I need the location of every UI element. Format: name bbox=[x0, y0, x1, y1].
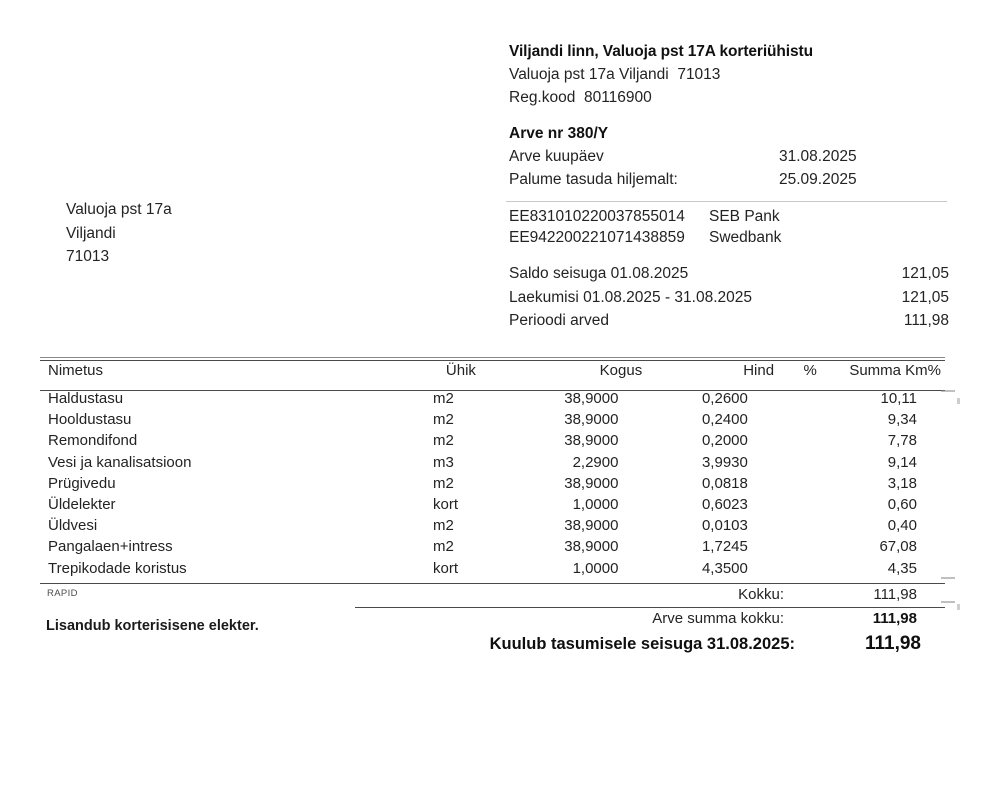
header-qty: Kogus bbox=[599, 362, 643, 379]
table-header-row bbox=[40, 362, 945, 390]
table-row bbox=[40, 538, 945, 559]
cell-price: 4,3500 bbox=[701, 559, 748, 577]
total-kokku-label: Kokku: bbox=[738, 586, 784, 603]
cell-name: Haldustasu bbox=[48, 390, 124, 407]
rapid-watermark: RAPID bbox=[47, 588, 78, 599]
invoice-date-label: Arve kuupäev bbox=[509, 148, 604, 165]
recipient-postcode: 71013 bbox=[66, 248, 110, 265]
cell-unit: m2 bbox=[433, 390, 454, 407]
balance-amount: 111,98 bbox=[903, 312, 949, 329]
bank-name: Swedbank bbox=[709, 229, 782, 246]
balance-label: Saldo seisuga 01.08.2025 bbox=[509, 265, 689, 282]
scan-artifact bbox=[941, 577, 955, 579]
total-kokku-row bbox=[355, 586, 945, 603]
table-row bbox=[40, 475, 945, 496]
table-row bbox=[40, 411, 945, 432]
issuer-reg-code: Reg.kood 80116900 bbox=[509, 89, 652, 106]
cell-name: Üldelekter bbox=[48, 495, 116, 513]
scan-artifact bbox=[941, 390, 955, 392]
cell-unit: m2 bbox=[433, 432, 454, 450]
table-row bbox=[40, 390, 945, 411]
balance-label: Laekumisi 01.08.2025 - 31.08.2025 bbox=[509, 288, 753, 306]
cell-price: 0,2000 bbox=[701, 432, 748, 450]
bank-iban: EE831010220037855014 bbox=[509, 208, 685, 225]
cell-price: 3,9930 bbox=[701, 453, 748, 471]
scan-artifact bbox=[941, 601, 955, 603]
invoice-due-label: Palume tasuda hiljemalt: bbox=[509, 171, 678, 188]
cell-sum: 4,35 bbox=[887, 559, 917, 577]
cell-unit: m2 bbox=[433, 517, 454, 535]
recipient-city: Viljandi bbox=[66, 224, 116, 242]
table-row bbox=[40, 496, 945, 517]
total-invoice-value: 111,98 bbox=[872, 610, 917, 627]
total-invoice-row bbox=[355, 610, 945, 627]
cell-name: Remondifond bbox=[48, 432, 138, 450]
cell-unit: m2 bbox=[433, 474, 454, 492]
invoice-due-value: 25.09.2025 bbox=[779, 171, 857, 188]
cell-sum: 0,60 bbox=[887, 495, 917, 513]
cell-sum: 10,11 bbox=[880, 390, 917, 407]
cell-qty: 38,9000 bbox=[564, 432, 619, 450]
cell-name: Hooldustasu bbox=[48, 411, 132, 429]
total-payable-label: Kuulub tasumisele seisuga 31.08.2025: bbox=[489, 635, 795, 653]
cell-price: 0,0818 bbox=[701, 474, 748, 492]
table-body-rule bbox=[40, 583, 945, 584]
balance-amount: 121,05 bbox=[901, 288, 949, 306]
balance-row bbox=[509, 309, 949, 333]
total-invoice-label: Arve summa kokku: bbox=[652, 610, 784, 627]
cell-qty: 38,9000 bbox=[564, 538, 619, 556]
table-top-rule-inner bbox=[40, 360, 945, 361]
table-row bbox=[40, 517, 945, 538]
table-row bbox=[40, 432, 945, 453]
recipient-block bbox=[66, 198, 346, 269]
cell-qty: 2,2900 bbox=[572, 453, 619, 471]
invoice-due-row bbox=[509, 168, 949, 191]
bank-divider bbox=[506, 201, 947, 202]
bank-row bbox=[509, 206, 949, 227]
invoice-date-value: 31.08.2025 bbox=[779, 148, 857, 165]
bank-accounts-block bbox=[509, 206, 949, 248]
issuer-block bbox=[509, 40, 949, 109]
scan-artifact bbox=[957, 398, 960, 404]
footer-note: Lisandub korterisisene elekter. bbox=[46, 618, 259, 634]
issuer-address: Valuoja pst 17a Viljandi 71013 bbox=[509, 66, 721, 83]
header-pct: % bbox=[803, 362, 817, 379]
cell-sum: 0,40 bbox=[887, 517, 917, 535]
invoice-meta-block bbox=[509, 122, 949, 191]
issuer-name: Viljandi linn, Valuoja pst 17A korteriühistu bbox=[509, 43, 813, 60]
table-top-rule-outer bbox=[40, 357, 945, 358]
balance-label: Perioodi arved bbox=[509, 312, 609, 329]
header-name: Nimetus bbox=[48, 362, 104, 379]
recipient-street: Valuoja pst 17a bbox=[66, 201, 172, 218]
cell-qty: 38,9000 bbox=[564, 390, 619, 407]
balances-block bbox=[509, 262, 949, 333]
bank-row bbox=[509, 227, 949, 248]
cell-name: Vesi ja kanalisatsioon bbox=[48, 453, 192, 471]
items-table bbox=[40, 362, 945, 581]
total-payable-value: 111,98 bbox=[864, 633, 921, 654]
cell-price: 1,7245 bbox=[701, 538, 748, 556]
cell-name: Pangalaen+intress bbox=[48, 538, 173, 556]
items-table-header bbox=[40, 362, 945, 390]
header-price: Hind bbox=[743, 362, 775, 379]
cell-unit: m2 bbox=[433, 411, 454, 429]
cell-qty: 1,0000 bbox=[572, 559, 619, 577]
cell-name: Prügivedu bbox=[48, 474, 116, 492]
cell-qty: 38,9000 bbox=[564, 517, 619, 535]
invoice-number: Arve nr 380/Y bbox=[509, 125, 609, 142]
balance-row bbox=[509, 286, 949, 310]
bank-name: SEB Pank bbox=[709, 208, 780, 225]
cell-unit: m3 bbox=[433, 453, 454, 471]
header-unit: Ühik bbox=[445, 362, 476, 379]
cell-price: 0,6023 bbox=[701, 495, 748, 513]
cell-qty: 1,0000 bbox=[572, 495, 619, 513]
invoice-date-row bbox=[509, 145, 949, 168]
cell-sum: 9,14 bbox=[887, 453, 917, 471]
cell-price: 0,2400 bbox=[701, 411, 748, 429]
table-row bbox=[40, 454, 945, 475]
header-sum: Summa Km% bbox=[849, 362, 941, 379]
balance-row bbox=[509, 262, 949, 286]
cell-qty: 38,9000 bbox=[564, 411, 619, 429]
cell-name: Trepikodade koristus bbox=[48, 559, 187, 577]
cell-unit: m2 bbox=[433, 538, 454, 556]
cell-price: 0,0103 bbox=[701, 517, 748, 535]
cell-sum: 67,08 bbox=[879, 538, 917, 556]
cell-unit: kort bbox=[433, 559, 459, 577]
cell-price: 0,2600 bbox=[701, 390, 748, 407]
table-row bbox=[40, 560, 945, 581]
scan-artifact bbox=[957, 604, 960, 610]
total-kokku-value: 111,98 bbox=[873, 586, 917, 603]
cell-qty: 38,9000 bbox=[564, 474, 619, 492]
balance-amount: 121,05 bbox=[901, 265, 949, 282]
items-table-body bbox=[40, 390, 945, 581]
cell-unit: kort bbox=[433, 495, 459, 513]
total-payable-row bbox=[355, 633, 945, 655]
bank-iban: EE942200221071438859 bbox=[509, 229, 685, 246]
cell-sum: 9,34 bbox=[887, 411, 917, 429]
cell-name: Üldvesi bbox=[48, 517, 98, 535]
totals-rule bbox=[355, 607, 945, 608]
cell-sum: 3,18 bbox=[887, 474, 917, 492]
cell-sum: 7,78 bbox=[887, 432, 917, 450]
